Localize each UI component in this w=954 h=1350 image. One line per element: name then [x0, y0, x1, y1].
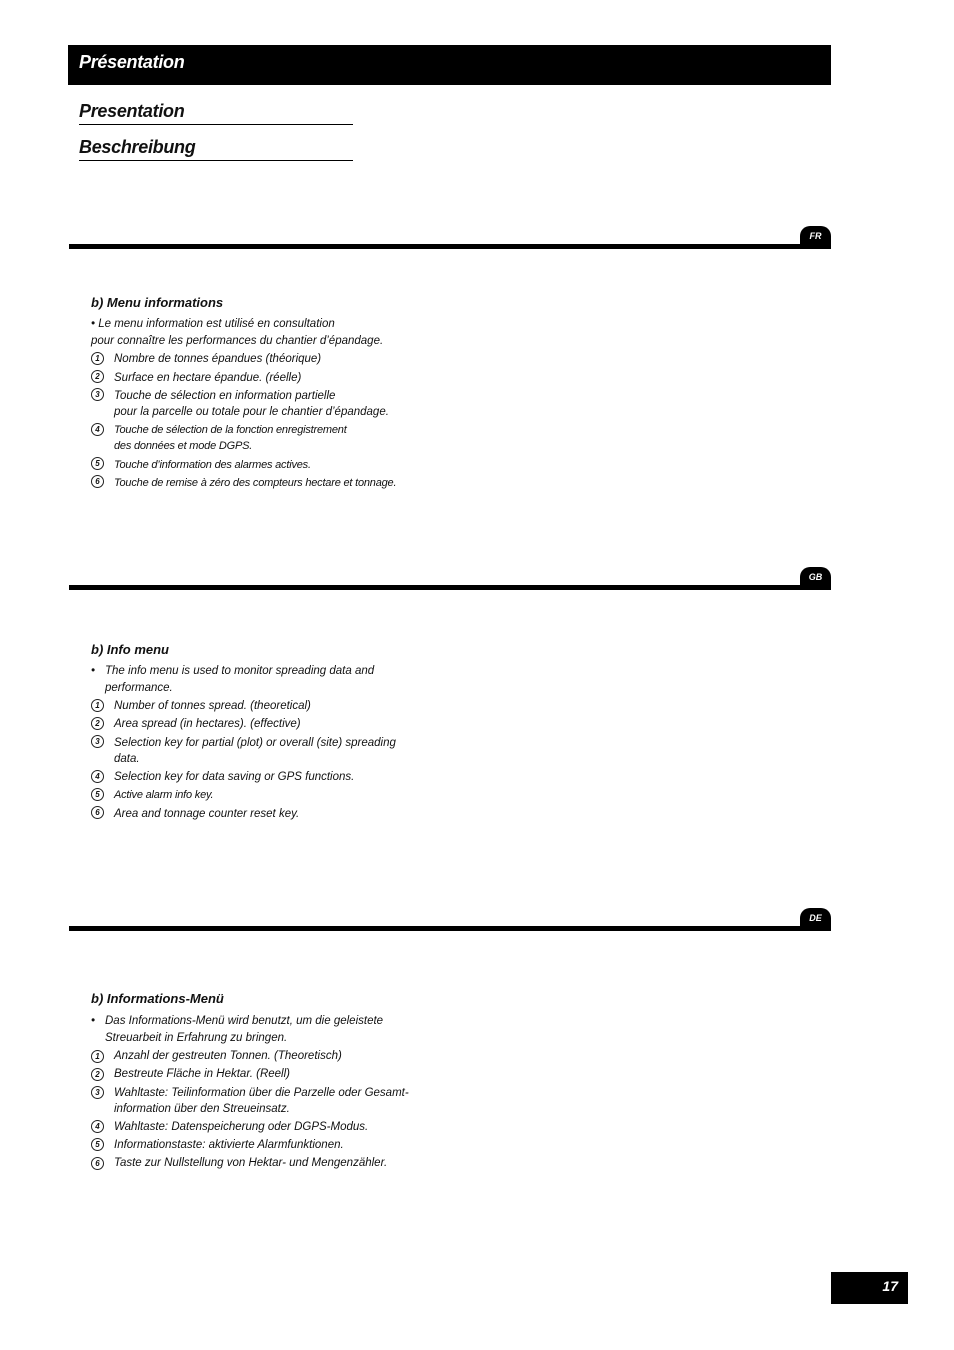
section-divider-de: [69, 926, 831, 931]
list-item: Area and tonnage counter reset key.: [114, 808, 300, 820]
list-item: Taste zur Nullstellung von Hektar- und Mengenzähler.: [114, 1157, 388, 1169]
list-item: Bestreute Fläche in Hektar. (Reell): [114, 1068, 290, 1080]
item-number-badge: 4: [91, 423, 104, 436]
intro-line: The info menu is used to monitor spreading data and: [105, 665, 375, 677]
section-divider-fr: [69, 244, 831, 249]
list-item: Surface en hectare épandue. (réelle): [114, 372, 302, 384]
list-item: Selection key for partial (plot) or overall (site) spreading: [114, 737, 396, 749]
subtitle-presentation: Presentation: [79, 100, 353, 125]
language-badge-de: DE: [800, 908, 831, 930]
list-item: Touche d’information des alarmes actives.: [114, 459, 311, 471]
item-number-badge: 3: [91, 388, 104, 401]
intro-line: Das Informations-Menü wird benutzt, um die geleistete: [105, 1015, 384, 1027]
language-badge-fr: FR: [800, 226, 831, 248]
intro-line: Streuarbeit in Erfahrung zu bringen.: [105, 1032, 288, 1044]
item-number-badge: 2: [91, 717, 104, 730]
item-number-badge: 6: [91, 806, 104, 819]
list-item: Anzahl der gestreuten Tonnen. (Theoretisch): [114, 1050, 342, 1062]
list-item: Informationstaste: aktivierte Alarmfunktionen.: [114, 1139, 344, 1151]
item-number-badge: 5: [91, 788, 104, 801]
item-number-badge: 1: [91, 352, 104, 365]
list-item: Wahltaste: Datenspeicherung oder DGPS-Modus.: [114, 1121, 369, 1133]
page-number: 17: [882, 1278, 898, 1294]
item-number-badge: 6: [91, 475, 104, 488]
list-item-continuation: pour la parcelle ou totale pour le chantier d’épandage.: [114, 406, 389, 418]
intro-line: pour connaître les performances du chantier d’épandage.: [91, 335, 384, 347]
section-heading-de: b) Informations-Menü: [91, 991, 224, 1006]
list-item: Selection key for data saving or GPS functions.: [114, 771, 355, 783]
item-number-badge: 1: [91, 1050, 104, 1063]
page-number-box: [831, 1272, 908, 1304]
list-item: Number of tonnes spread. (theoretical): [114, 700, 311, 712]
item-number-badge: 3: [91, 1086, 104, 1099]
section-heading-gb: b) Info menu: [91, 642, 169, 657]
item-number-badge: 5: [91, 1138, 104, 1151]
header-bar: [68, 45, 831, 85]
list-item: Touche de sélection de la fonction enregistrement: [114, 424, 347, 436]
intro-bullet: •: [91, 1015, 96, 1027]
item-number-badge: 6: [91, 1157, 104, 1170]
intro-line: performance.: [105, 682, 173, 694]
item-number-badge: 2: [91, 370, 104, 383]
item-number-badge: 4: [91, 1120, 104, 1133]
list-item: Touche de sélection en information partielle: [114, 390, 336, 402]
section-heading-fr: b) Menu informations: [91, 295, 224, 310]
list-item: Nombre de tonnes épandues (théorique): [114, 353, 322, 365]
intro-bullet: •: [91, 665, 96, 677]
list-item: Wahltaste: Teilinformation über die Parzelle oder Gesamt-: [114, 1087, 409, 1099]
list-item-continuation: des données et mode DGPS.: [114, 440, 253, 452]
item-number-badge: 1: [91, 699, 104, 712]
list-item: Area spread (in hectares). (effective): [114, 718, 301, 730]
list-item-continuation: information über den Streueinsatz.: [114, 1103, 290, 1115]
language-badge-gb: GB: [800, 567, 831, 589]
list-item: Active alarm info key.: [114, 789, 214, 801]
item-number-badge: 2: [91, 1068, 104, 1081]
list-item-continuation: data.: [114, 753, 140, 765]
list-item: Touche de remise à zéro des compteurs hectare et tonnage.: [114, 477, 397, 489]
intro-line: • Le menu information est utilisé en consultation: [91, 318, 335, 330]
item-number-badge: 4: [91, 770, 104, 783]
item-number-badge: 3: [91, 735, 104, 748]
page-title: Présentation: [79, 52, 185, 72]
item-number-badge: 5: [91, 457, 104, 470]
subtitle-beschreibung: Beschreibung: [79, 136, 353, 161]
section-divider-gb: [69, 585, 831, 590]
